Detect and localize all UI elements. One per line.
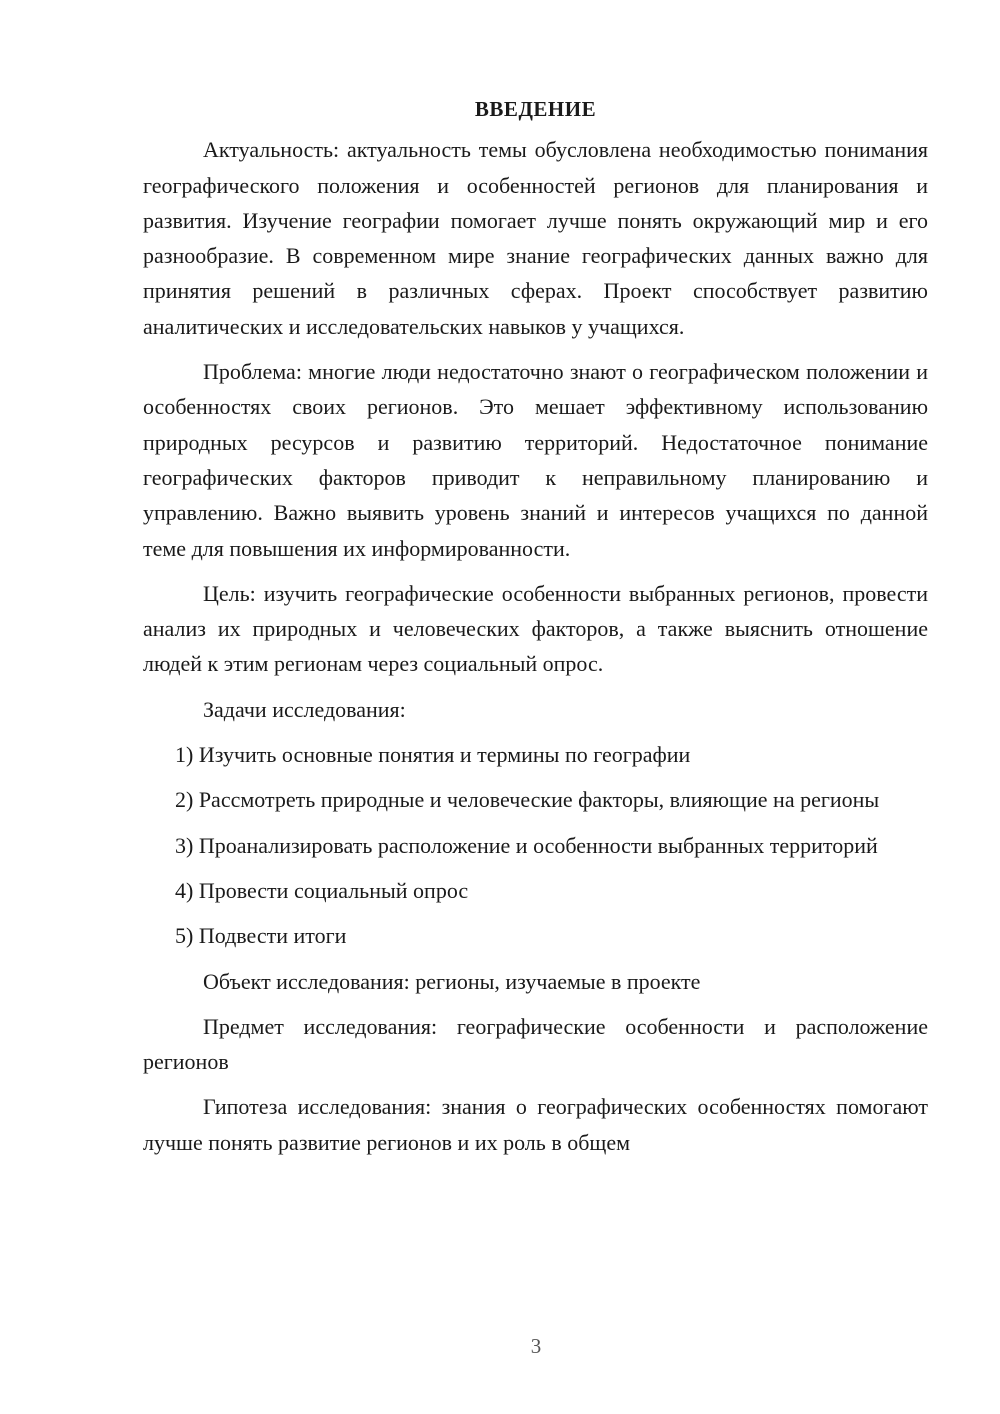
section-heading: ВВЕДЕНИЕ (474, 97, 597, 121)
problem-paragraph: Проблема: многие люди недостаточно знают о географическом положении и особенностях своих регионов. Это мешает эффективному использованию природных ресурсов и развитию территорий. Недостаточное понимание географических факторов приводит к неправильному планированию и управлению. Важно выявить уровень знаний и интересов учащихся по данной теме для повышения их информированности. (143, 359, 928, 561)
object-paragraph: Объект исследования: регионы, изучаемые в проекте (203, 968, 701, 994)
tasks-title: Задачи исследования: (203, 696, 406, 722)
task-item-4: 4) Провести социальный опрос (175, 877, 469, 903)
task-item-1: 1) Изучить основные понятия и термины по географии (175, 742, 691, 768)
subject-paragraph: Предмет исследования: географические особенности и расположение регионов (143, 1013, 928, 1075)
relevance-paragraph: Актуальность: актуальность темы обусловлена необходимостью понимания географического положения и особенностей регионов для планирования и развития. Изучение географии помогает лучше понять окружающий мир и его разнообразие. В современном мире знание географических данных важно для принятия решений в различных сферах. Проект способствует развитию аналитических и исследовательских навыков у учащихся. (143, 137, 928, 339)
task-item-5: 5) Подвести итоги (175, 923, 347, 949)
task-item-2: 2) Рассмотреть природные и человеческие факторы, влияющие на регионы (175, 787, 880, 813)
hypothesis-paragraph: Гипотеза исследования: знания о географических особенностях помогают лучше понять развитие регионов и их роль в общем (143, 1094, 928, 1155)
page-content (143, 92, 928, 1170)
goal-paragraph: Цель: изучить географические особенности выбранных регионов, провести анализ их природных и человеческих факторов, а также выяснить отношение людей к этим регионам через социальный опрос. (143, 580, 928, 677)
task-item-3: 3) Проанализировать расположение и особенности выбранных территорий (175, 832, 878, 858)
page-number: 3 (530, 1334, 542, 1358)
